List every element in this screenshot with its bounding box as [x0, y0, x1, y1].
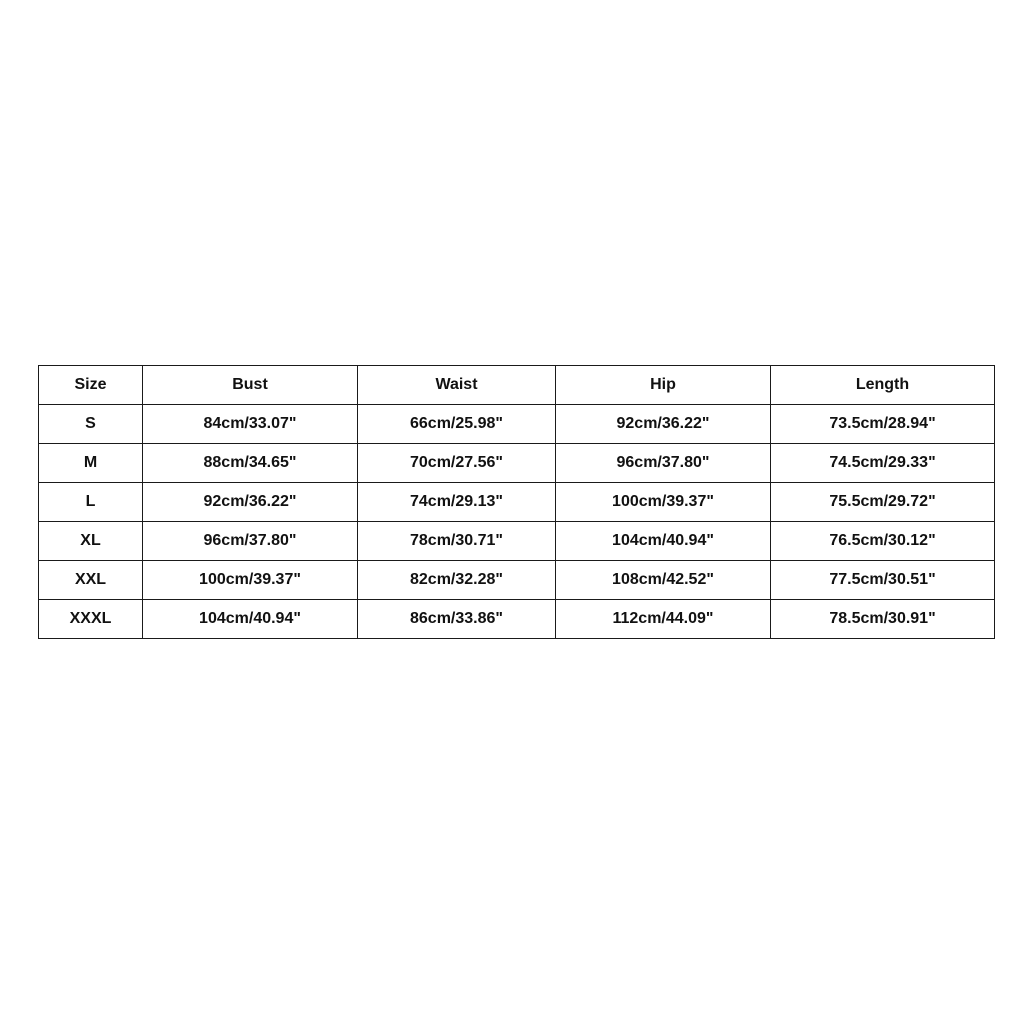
- cell-length: 75.5cm/29.72": [771, 483, 995, 522]
- header-size: Size: [39, 366, 143, 405]
- header-length: Length: [771, 366, 995, 405]
- cell-bust: 100cm/39.37": [143, 561, 358, 600]
- table-header-row: [39, 366, 995, 405]
- table-row: [39, 483, 995, 522]
- cell-waist: 74cm/29.13": [358, 483, 556, 522]
- cell-hip: 96cm/37.80": [556, 444, 771, 483]
- cell-size: XXXL: [39, 600, 143, 639]
- cell-waist: 78cm/30.71": [358, 522, 556, 561]
- table-row: [39, 405, 995, 444]
- table-row: [39, 600, 995, 639]
- cell-bust: 104cm/40.94": [143, 600, 358, 639]
- cell-length: 76.5cm/30.12": [771, 522, 995, 561]
- cell-waist: 82cm/32.28": [358, 561, 556, 600]
- cell-bust: 96cm/37.80": [143, 522, 358, 561]
- cell-waist: 70cm/27.56": [358, 444, 556, 483]
- cell-length: 77.5cm/30.51": [771, 561, 995, 600]
- cell-hip: 100cm/39.37": [556, 483, 771, 522]
- cell-size: M: [39, 444, 143, 483]
- header-waist: Waist: [358, 366, 556, 405]
- table-row: [39, 444, 995, 483]
- cell-hip: 112cm/44.09": [556, 600, 771, 639]
- cell-hip: 108cm/42.52": [556, 561, 771, 600]
- cell-waist: 86cm/33.86": [358, 600, 556, 639]
- cell-bust: 92cm/36.22": [143, 483, 358, 522]
- cell-size: XXL: [39, 561, 143, 600]
- table-row: [39, 561, 995, 600]
- cell-length: 74.5cm/29.33": [771, 444, 995, 483]
- size-chart-table: [38, 365, 995, 639]
- header-hip: Hip: [556, 366, 771, 405]
- cell-size: S: [39, 405, 143, 444]
- cell-hip: 104cm/40.94": [556, 522, 771, 561]
- cell-bust: 84cm/33.07": [143, 405, 358, 444]
- cell-waist: 66cm/25.98": [358, 405, 556, 444]
- header-bust: Bust: [143, 366, 358, 405]
- cell-hip: 92cm/36.22": [556, 405, 771, 444]
- table-row: [39, 522, 995, 561]
- cell-length: 78.5cm/30.91": [771, 600, 995, 639]
- cell-length: 73.5cm/28.94": [771, 405, 995, 444]
- cell-size: XL: [39, 522, 143, 561]
- cell-size: L: [39, 483, 143, 522]
- cell-bust: 88cm/34.65": [143, 444, 358, 483]
